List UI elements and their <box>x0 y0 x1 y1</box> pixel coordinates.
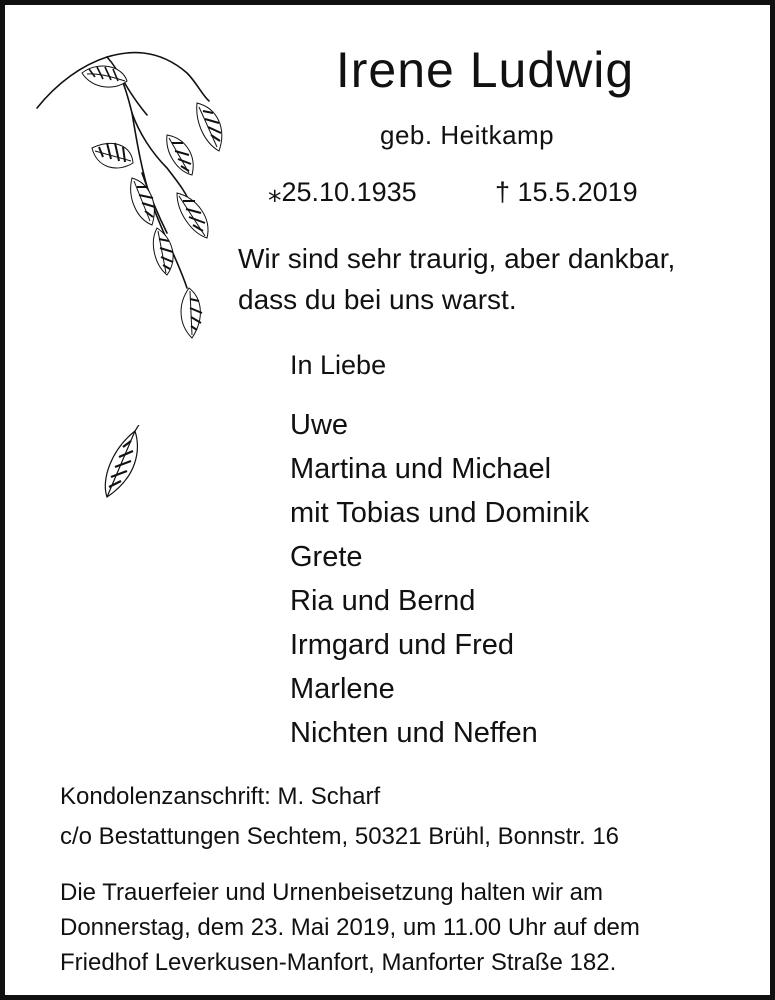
ceremony-info: Friedhof Leverkusen-Manfort, Manforter Straße 182. <box>60 949 617 976</box>
signatory: Uwe <box>290 409 349 441</box>
intro-line: dass du bei uns warst. <box>238 284 517 315</box>
death-date: † 15.5.2019 <box>495 177 638 207</box>
deceased-name: Irene Ludwig <box>335 42 635 98</box>
greeting: In Liebe <box>290 350 387 380</box>
signatory: Nichten und Neffen <box>290 717 538 749</box>
signatory: Irmgard und Fred <box>290 629 515 661</box>
birth-name: geb. Heitkamp <box>380 120 555 150</box>
condolence-address: c/o Bestattungen Sechtem, 50321 Brühl, Bonnstr. 16 <box>60 823 620 850</box>
ceremony-info: Die Trauerfeier und Urnenbeisetzung halten wir am <box>60 879 603 906</box>
birth-date: ⁎25.10.1935 <box>268 177 417 207</box>
signatory: Marlene <box>290 673 395 705</box>
signatory: Grete <box>290 541 363 573</box>
intro-line: Wir sind sehr traurig, aber dankbar, <box>238 243 676 274</box>
ceremony-info: Donnerstag, dem 23. Mai 2019, um 11.00 Uhr auf dem <box>60 914 640 941</box>
signatory: Martina und Michael <box>290 453 552 485</box>
falling-leaf-icon <box>97 425 147 505</box>
condolence-address: Kondolenzanschrift: M. Scharf <box>60 783 381 810</box>
signatory: mit Tobias und Dominik <box>290 497 590 529</box>
signatory: Ria und Bernd <box>290 585 476 617</box>
